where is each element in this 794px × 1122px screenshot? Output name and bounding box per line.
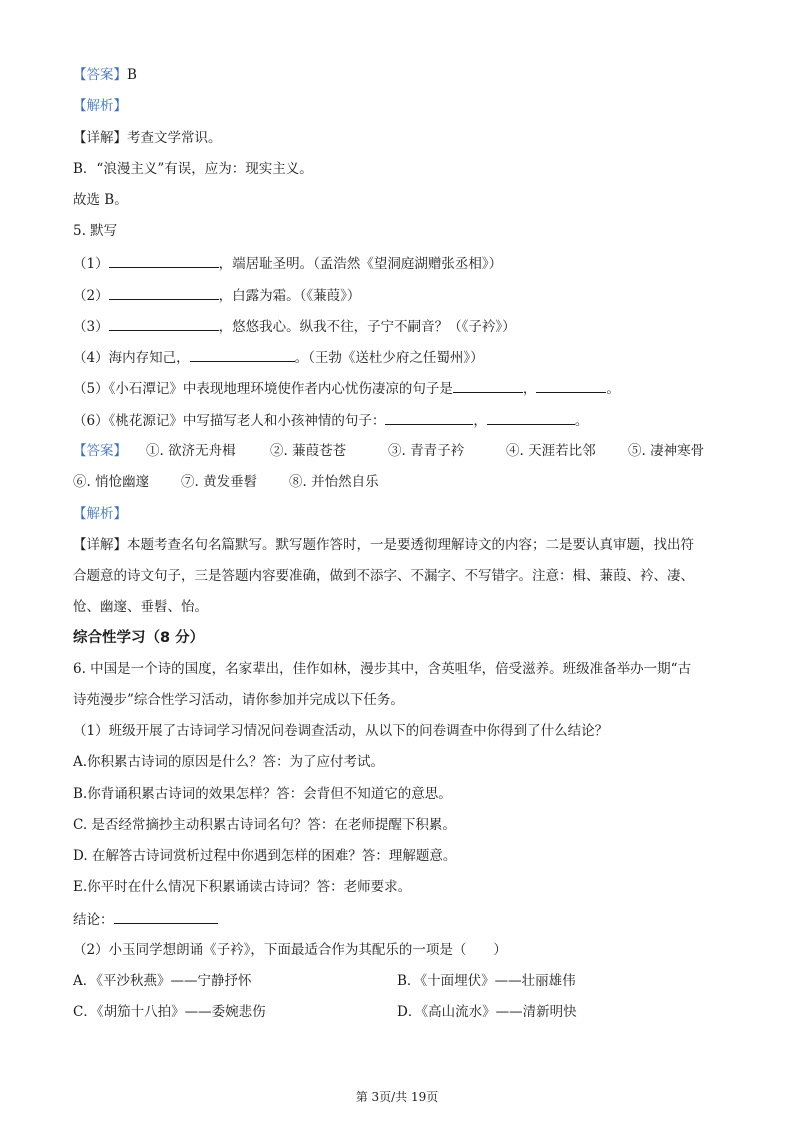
answer-line-q4: [73, 65, 137, 85]
q5-item-5-post: 。: [606, 381, 620, 397]
fill-blank[interactable]: [109, 316, 219, 331]
q5-item-5-mid: ，: [522, 381, 537, 397]
survey-item-d: D. 在解答古诗词赏析过程中你遇到怎样的困难？答：理解题意。: [73, 848, 457, 864]
q5-item-2-pre: （2）: [73, 288, 109, 304]
answer-item: ⑤. 凄神寒骨: [628, 443, 705, 459]
q5-item-1: [73, 253, 502, 274]
option-b: B．《十面埋伏》——壮丽雄伟: [397, 973, 576, 989]
answer-label: 【答案】: [73, 443, 127, 459]
q6-sub-question-1: （1）班级开展了古诗词学习情况问卷调查活动，从以下的问卷调查中你得到了什么结论？: [73, 723, 609, 739]
answer-value: B: [127, 67, 137, 83]
fill-blank[interactable]: [190, 347, 295, 362]
fill-blank[interactable]: [109, 253, 219, 268]
section-heading: 综合性学习（8 分）: [73, 630, 205, 646]
answer-item: ⑧. 并怡然自乐: [289, 474, 379, 490]
q5-item-3-pre: （3）: [73, 319, 109, 335]
q5-item-6-pre: （6）《桃花源记》中写描写老人和小孩神情的句子：: [73, 413, 386, 429]
fill-blank[interactable]: [487, 410, 575, 425]
option-c: C．《胡笳十八拍》——委婉悲伤: [73, 1004, 266, 1020]
q5-answers-row-1: [73, 441, 704, 461]
answer-item: ①. 欲济无舟楫: [146, 443, 236, 459]
q5-answers-row-2: [73, 472, 379, 492]
q5-item-6-post: 。: [574, 413, 589, 429]
option-a: A．《平沙秋燕》——宁静抒怀: [73, 973, 252, 989]
survey-item-b: B.你背诵积累古诗词的效果怎样？答：会背但不知道它的意思。: [73, 786, 452, 802]
q5-item-2-post: ，白露为霜。（《蒹葭》）: [218, 288, 361, 304]
detail-q5-line-3: 怆、幽邃、垂髫、怡。: [73, 599, 208, 615]
q5-item-4-pre: （4）海内存知己，: [73, 350, 190, 366]
conclusion-label: 结论：: [73, 912, 114, 928]
q5-title: 5. 默写: [73, 223, 118, 239]
fill-blank[interactable]: [109, 285, 219, 300]
detail-q4-choice: 故选 B。: [73, 192, 128, 208]
survey-item-e: E.你平时在什么情况下积累诵读古诗词？答：老师要求。: [73, 879, 412, 895]
fill-blank[interactable]: [385, 410, 473, 425]
q6-sub-question-2: （2）小玉同学想朗诵《子衿》，下面最适合作为其配乐的一项是（ ）: [73, 942, 507, 958]
q5-item-4-post: 。（王勃《送杜少府之任蜀州》）: [294, 350, 484, 366]
q6-intro-line-1: 6. 中国是一个诗的国度，名家辈出，佳作如林，漫步其中，含英咀华，倍受滋养。班级准备举办一期“古: [73, 661, 692, 677]
answer-label: 【答案】: [73, 67, 127, 83]
fill-blank[interactable]: [453, 378, 523, 393]
answer-item: ②. 蒹葭苍苍: [270, 443, 347, 459]
q5-item-5-pre: （5）《小石潭记》中表现地理环境使作者内心忧伤凄凉的句子是: [73, 381, 453, 397]
q5-item-3-post: ，悠悠我心。纵我不往，子宁不嗣音？（《子衿》）: [218, 319, 516, 335]
option-d: D．《高山流水》——清新明快: [397, 1004, 577, 1020]
answer-item: ⑦. 黄发垂髫: [181, 474, 258, 490]
q5-item-5: [73, 378, 620, 399]
answer-item: ⑥. 悄怆幽邃: [73, 474, 150, 490]
analysis-label-q5: 【解析】: [73, 506, 127, 522]
survey-item-a: A.你积累古诗词的原因是什么？答：为了应付考试。: [73, 754, 385, 770]
survey-item-c: C. 是否经常摘抄主动积累古诗词名句？答：在老师提醒下积累。: [73, 817, 456, 833]
detail-q4: 【详解】考查文学常识。: [73, 130, 222, 146]
conclusion-line: [73, 909, 218, 930]
q5-item-3: [73, 316, 516, 337]
fill-blank[interactable]: [536, 378, 606, 393]
page-footer: 第 3页/共 19页: [355, 1090, 439, 1104]
q5-item-4: [73, 347, 484, 368]
q5-item-6: [73, 410, 588, 431]
q5-item-1-post: ，端居耻圣明。（孟浩然《望洞庭湖赠张丞相》）: [218, 256, 503, 272]
answer-item: ④. 天涯若比邻: [506, 443, 596, 459]
conclusion-blank[interactable]: [114, 909, 218, 924]
detail-q4-b: B．“浪漫主义”有误，应为：现实主义。: [73, 161, 313, 177]
q5-item-6-mid: ，: [473, 413, 487, 429]
q5-item-2: [73, 285, 360, 306]
q6-intro-line-2: 诗苑漫步”综合性学习活动，请你参加并完成以下任务。: [73, 692, 404, 708]
detail-q5-line-1: 【详解】本题考查名句名篇默写。默写题作答时，一是要透彻理解诗文的内容；二是要认真审题，找出符: [73, 537, 694, 553]
analysis-label-q4: 【解析】: [73, 98, 127, 114]
answer-item: ③. 青青子衿: [388, 443, 465, 459]
detail-q5-line-2: 合题意的诗文句子，三是答题内容要准确，做到不添字、不漏字、不写错字。注意：楫、蒹葭、衿、凄、: [73, 568, 694, 584]
q5-item-1-pre: （1）: [73, 256, 109, 272]
